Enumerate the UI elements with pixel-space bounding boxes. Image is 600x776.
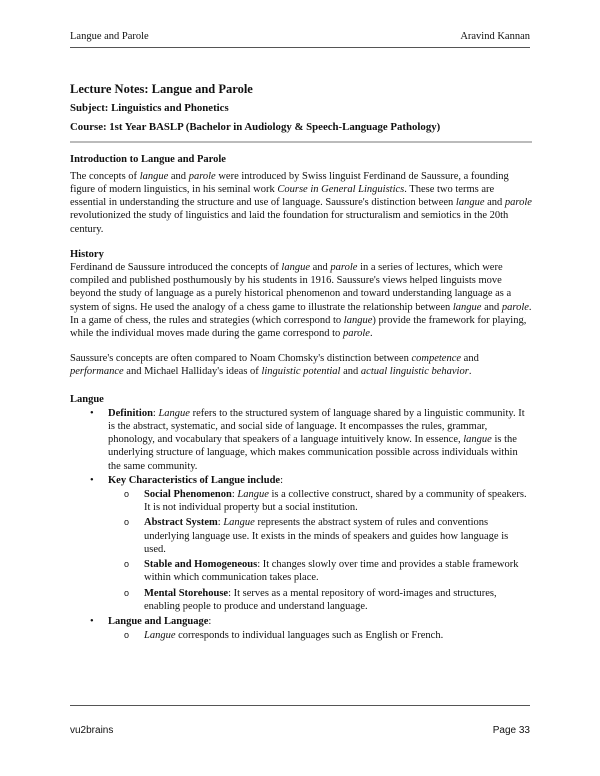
subject-line: Subject: Linguistics and Phonetics	[70, 102, 229, 115]
history-paragraph: Ferdinand de Saussure introduced the concepts of langue and parole in a series of lectures, which were compiled and published posthumously by his students in 1916. Saussure's views helped linguists move beyond the study of language as a purely historical phenomenon and toward understanding language as a system of signs. He used the analogy of a chess game to illustrate the relationship between langue and parole. In a game of chess, the rules and strategies (which correspond to langue) provide the framework for playing, while the individual moves made during the game correspond to parole.	[70, 262, 532, 340]
comparison-paragraph: Saussure's concepts are often compared to Noam Chomsky's distinction between competence and performance and Michael Halliday's ideas of linguistic potential and actual linguistic behavior.	[70, 353, 479, 378]
langue-list	[70, 407, 532, 642]
list-item: o Abstract System: Langue represents the abstract system of rules and conventions underlying language use. It exists in the minds of speakers and guides how language is used.	[144, 516, 532, 556]
footer-rule	[70, 705, 530, 706]
list-item: o Mental Storehouse: It serves as a mental repository of word-images and structures, enabling people to produce and understand language.	[144, 587, 532, 613]
footer-site: vu2brains	[70, 725, 114, 736]
list-item: • Definition: Langue refers to the structured system of language shared by a linguistic community. It is the abstract, systematic, and social side of language. It encompasses the rules, grammar, phonology, and vocabulary that speakers of a language intuitively know. In essence, langue is the underlying structure of language, which makes communication possible across individuals within the same community.	[108, 407, 532, 473]
list-item: o Stable and Homogeneous: It changes slowly over time and provides a stable framework within which communication takes place.	[144, 558, 532, 584]
language-sublist	[108, 629, 532, 642]
langue-heading: Langue	[70, 393, 104, 405]
list-item: o Langue corresponds to individual languages such as English or French.	[144, 629, 532, 642]
intro-heading: Introduction to Langue and Parole	[70, 153, 226, 165]
course-line: Course: 1st Year BASLP (Bachelor in Audiology & Speech-Language Pathology)	[70, 121, 441, 134]
page-content	[70, 83, 532, 644]
characteristics-list	[108, 488, 532, 613]
header-title: Langue and Parole	[70, 31, 149, 42]
header-author: Aravind Kannan	[460, 31, 530, 42]
list-item: • Langue and Language: o Langue corresponds to individual languages such as English or French.	[108, 615, 532, 642]
history-heading: History	[70, 248, 104, 260]
intro-paragraph: The concepts of langue and parole were introduced by Swiss linguist Ferdinand de Saussure, a founding figure of modern linguistics, in his seminal work Course in General Linguistics. These two terms are essential in understanding the structure and use of language. Saussure's distinction between langue and parole revolutionized the study of linguistics and laid the foundation for structuralism and semiotics in the 20th century.	[70, 170, 532, 235]
list-item: o Social Phenomenon: Langue is a collective construct, shared by a community of speakers. It is not individual property but a social institution.	[144, 488, 532, 514]
header-rule	[70, 47, 530, 48]
list-item: • Key Characteristics of Langue include: o Social Phenomenon: Langue is a collective construct, shared by a community of speakers. It is not individual property but a social institution. o Abstract System: Langue represents the abstract system of rules and conventions underlying language use. It exists in the minds of speakers and guides how language is used. o Stable and Homogeneous: It changes slowly over time and provides a stable framework within which communication takes place. o Mental Storehouse: It serves as a mental repository of word-images and structures, enabling people to produce and understand language.	[108, 474, 532, 613]
page-number: Page 33	[492, 725, 530, 736]
document-title: Lecture Notes: Langue and Parole	[70, 82, 253, 96]
section-divider	[70, 141, 532, 143]
